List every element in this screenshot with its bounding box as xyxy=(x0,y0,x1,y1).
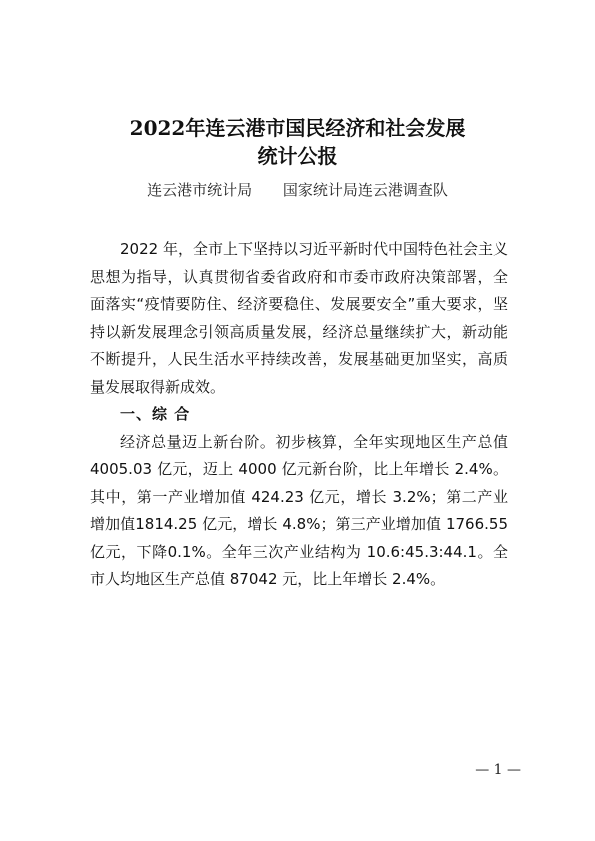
overview-paragraph: 经济总量迈上新台阶。初步核算，全年实现地区生产总值4005.03 亿元，迈上 4000 亿元新台阶，比上年增长 2.4%。其中，第一产业增加值 424.23 亿元，增长 3.2%；第二产业增加值1814.25 亿元，增长 4.8%；第三产业增加值 1766.55 亿元，下降0.1%。全年三次产业结构为 10.6:45.3:44.1。全市人均地区生产总值 87042 元，比上年增长 2.4%。 xyxy=(90,432,508,588)
report-title-line-2: 统计公报 xyxy=(257,144,338,168)
page-number: — 1 — xyxy=(475,762,521,778)
issuer-survey-team: 国家统计局连云港调查队 xyxy=(282,181,448,199)
report-title-line-1: 2022年连云港市国民经济和社会发展 xyxy=(129,116,466,140)
section-heading-overview: 一、综 合 xyxy=(120,405,191,423)
issuing-agencies xyxy=(0,179,595,201)
report-body xyxy=(90,236,508,594)
intro-paragraph: 2022 年，全市上下坚持以习近平新时代中国特色社会主义思想为指导，认真贯彻省委省政府和市委市政府决策部署，全面落实“疫情要防住、经济要稳住、发展要安全”重大要求，坚持以新发展理念引领高质量发展，经济总量继续扩大，新动能不断提升，人民生活水平持续改善，发展基础更加坚实，高质量发展取得新成效。 xyxy=(90,240,508,396)
issuer-municipal-bureau: 连云港市统计局 xyxy=(147,181,253,199)
